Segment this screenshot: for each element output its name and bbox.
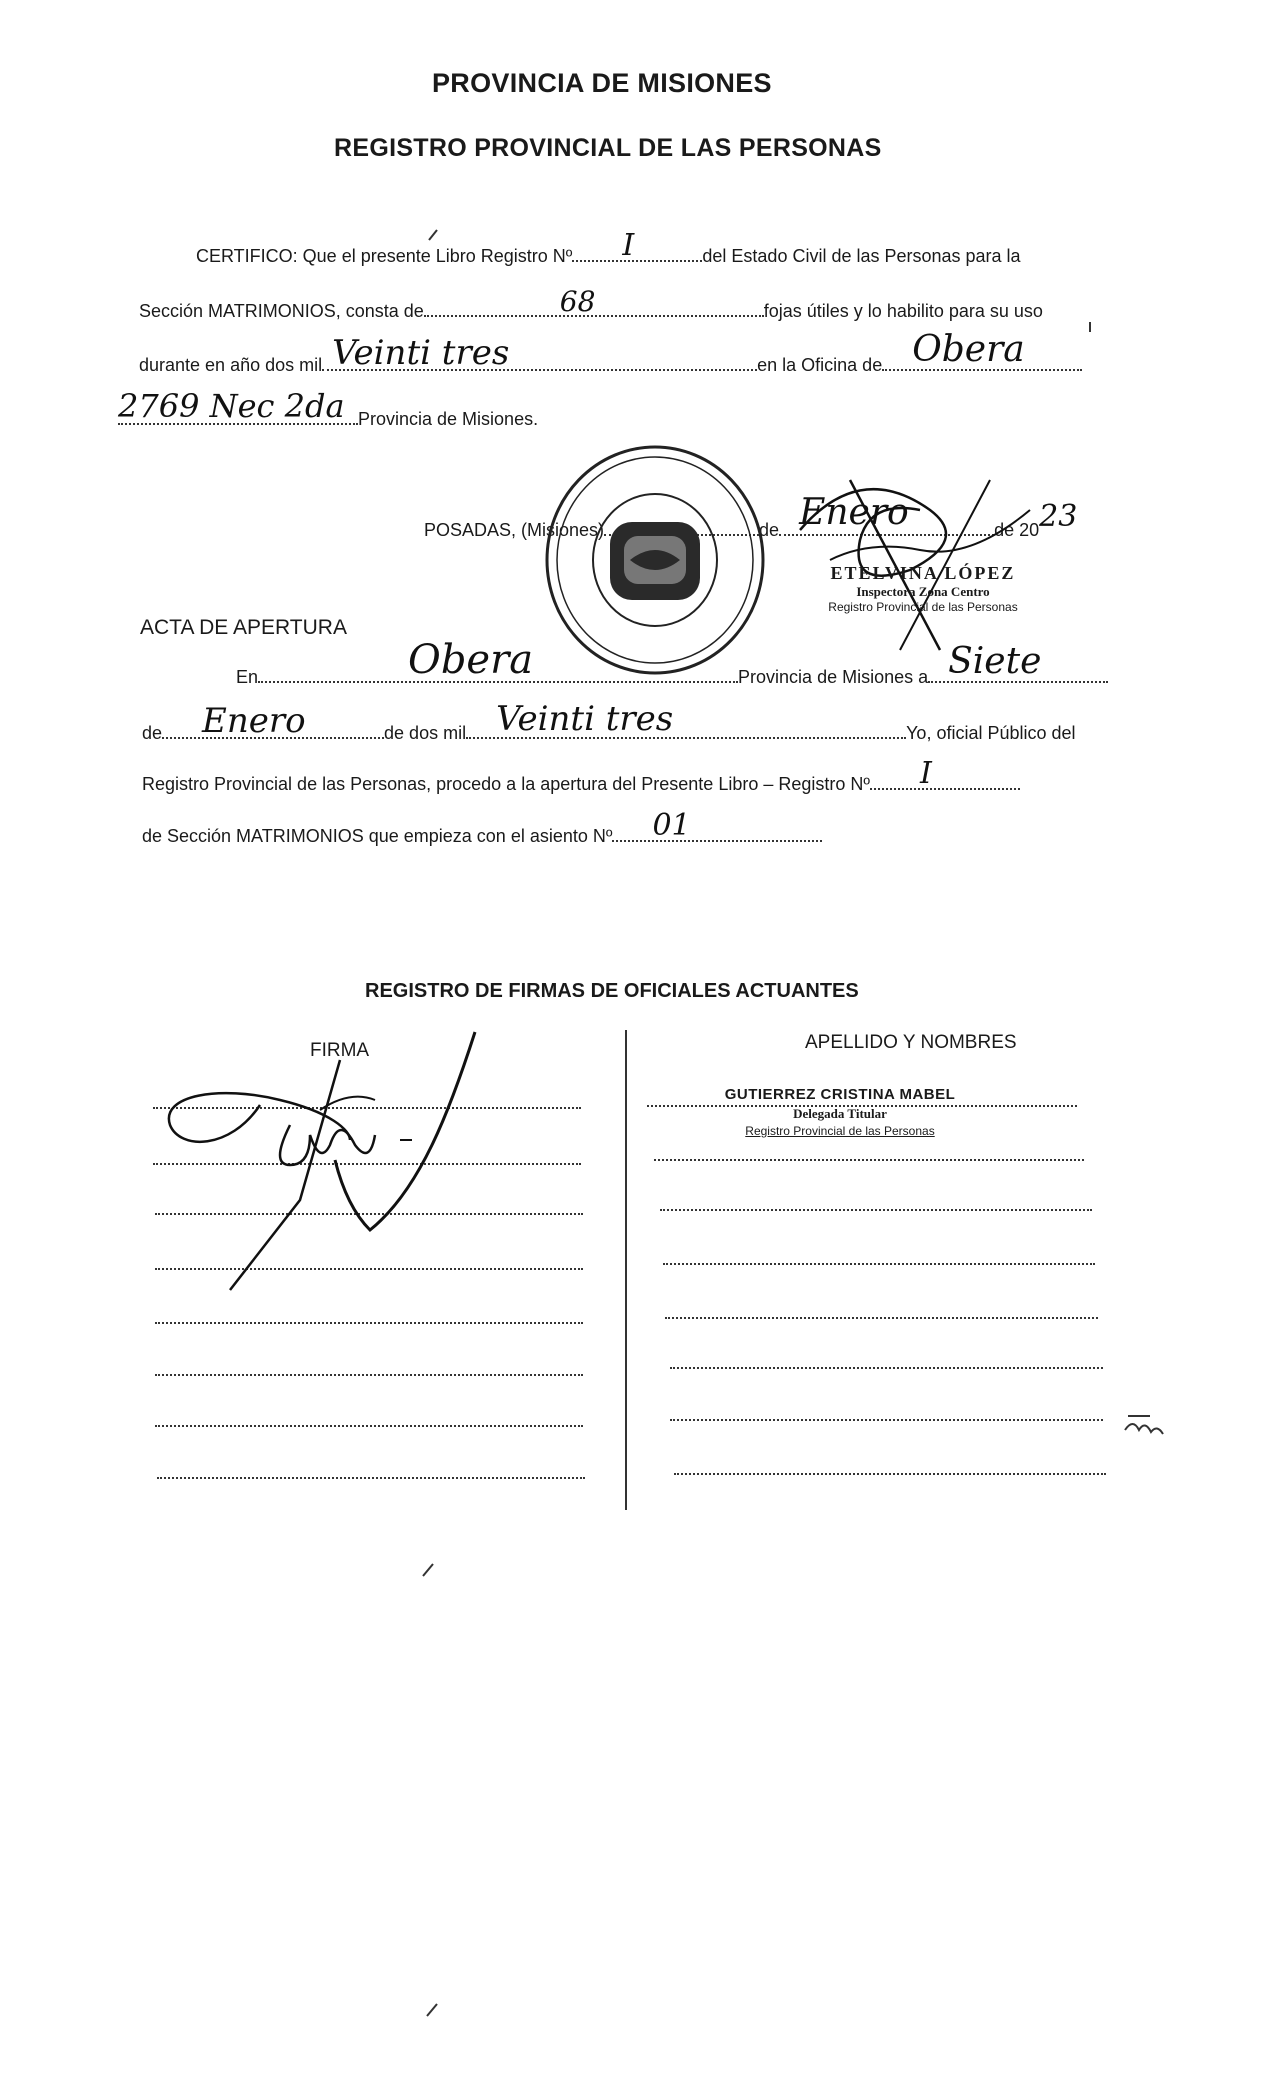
scan-mark-icon bbox=[1120, 1410, 1170, 1440]
place-year: de 20 bbox=[994, 520, 1040, 540]
name-line bbox=[674, 1473, 1106, 1475]
handwritten-month: Enero bbox=[799, 492, 909, 533]
acta-heading: ACTA DE APERTURA bbox=[140, 616, 347, 639]
certificate-text: Sección MATRIMONIOS, consta de bbox=[139, 301, 424, 321]
name-line bbox=[654, 1159, 1084, 1161]
certificate-line-3 bbox=[139, 329, 1082, 376]
officer-signature-icon bbox=[150, 1030, 490, 1320]
officer-stamp bbox=[720, 1086, 960, 1140]
name-line bbox=[670, 1419, 1103, 1421]
handwritten-office: Obera bbox=[912, 329, 1025, 370]
acta-line-2 bbox=[142, 699, 1076, 744]
handwritten-month: Enero bbox=[202, 701, 306, 741]
scan-tick-icon bbox=[425, 2002, 439, 2018]
handwritten-place: Obera bbox=[408, 637, 534, 683]
handwritten-book-number: I bbox=[919, 756, 932, 791]
signatures-heading: REGISTRO DE FIRMAS DE OFICIALES ACTUANTES bbox=[365, 980, 859, 1002]
handwritten-entry-number: 01 bbox=[652, 808, 691, 843]
scan-tick-icon bbox=[427, 228, 439, 242]
inspector-role: Inspectora Zona Centro bbox=[856, 584, 990, 599]
acta-line-1 bbox=[236, 637, 1108, 688]
name-line bbox=[665, 1317, 1098, 1319]
scan-tick-icon bbox=[421, 1562, 435, 1578]
certificate-text: Provincia de Misiones. bbox=[358, 409, 539, 429]
col-apellido: APELLIDO Y NOMBRES bbox=[805, 1032, 1017, 1053]
column-divider bbox=[625, 1030, 627, 1510]
handwritten-book-number: I bbox=[622, 228, 635, 263]
handwritten-year-digits: 23 bbox=[1039, 499, 1078, 534]
signature-line bbox=[157, 1477, 585, 1479]
acta-text: En bbox=[236, 667, 259, 687]
place-de: de bbox=[759, 520, 780, 540]
certificate-text: del Estado Civil de las Personas para la bbox=[702, 246, 1021, 266]
officer-org: Registro Provincial de las Personas bbox=[745, 1124, 935, 1138]
acta-text: Provincia de Misiones a bbox=[738, 667, 929, 687]
page-subtitle: REGISTRO PROVINCIAL DE LAS PERSONAS bbox=[334, 134, 882, 162]
signature-line bbox=[155, 1374, 583, 1376]
certificate-line-1 bbox=[196, 228, 1021, 267]
handwritten-day: Siete bbox=[948, 641, 1042, 682]
place-text: POSADAS, (Misiones) bbox=[424, 520, 605, 540]
certificate-text: fojas útiles y lo habilito para su uso bbox=[763, 301, 1043, 321]
acta-line-4 bbox=[142, 808, 822, 847]
scan-tick-icon bbox=[1085, 320, 1095, 334]
handwritten-year: Veinti tres bbox=[332, 333, 510, 373]
official-seal bbox=[540, 440, 770, 680]
signature-line bbox=[155, 1425, 583, 1427]
certificate-text: CERTIFICO: Que el presente Libro Registro Nº bbox=[196, 246, 573, 266]
inspector-org: Registro Provincial de las Personas bbox=[828, 600, 1018, 614]
col-firma: FIRMA bbox=[310, 1040, 370, 1061]
acta-text: de dos mil bbox=[384, 723, 467, 743]
officer-name: GUTIERREZ CRISTINA MABEL bbox=[724, 1086, 956, 1103]
acta-text: de Sección MATRIMONIOS que empieza con el asiento Nº bbox=[142, 826, 613, 846]
acta-text: de bbox=[142, 723, 163, 743]
page-title: PROVINCIA DE MISIONES bbox=[432, 68, 772, 98]
handwritten-year: Veinti tres bbox=[496, 699, 674, 739]
acta-text: Registro Provincial de las Personas, procedo a la apertura del Presente Libro – Registro Nº bbox=[142, 774, 870, 794]
certificate-line-2 bbox=[139, 285, 1043, 322]
handwritten-fojas: 68 bbox=[559, 285, 596, 318]
name-line bbox=[663, 1263, 1095, 1265]
acta-line-3 bbox=[142, 756, 1020, 795]
signature-line bbox=[155, 1322, 583, 1324]
inspector-stamp bbox=[818, 563, 1028, 614]
officer-role: Delegada Titular bbox=[793, 1106, 887, 1121]
name-line bbox=[660, 1209, 1092, 1211]
handwritten-office-code: 2769 Nec 2da bbox=[118, 387, 345, 425]
certificate-line-4 bbox=[118, 387, 539, 430]
certificate-text: en la Oficina de bbox=[757, 355, 883, 375]
acta-text: Yo, oficial Público del bbox=[906, 723, 1076, 743]
inspector-name: ETELVINA LÓPEZ bbox=[830, 563, 1016, 583]
certificate-text: durante en año dos mil bbox=[139, 355, 323, 375]
name-line bbox=[670, 1367, 1103, 1369]
